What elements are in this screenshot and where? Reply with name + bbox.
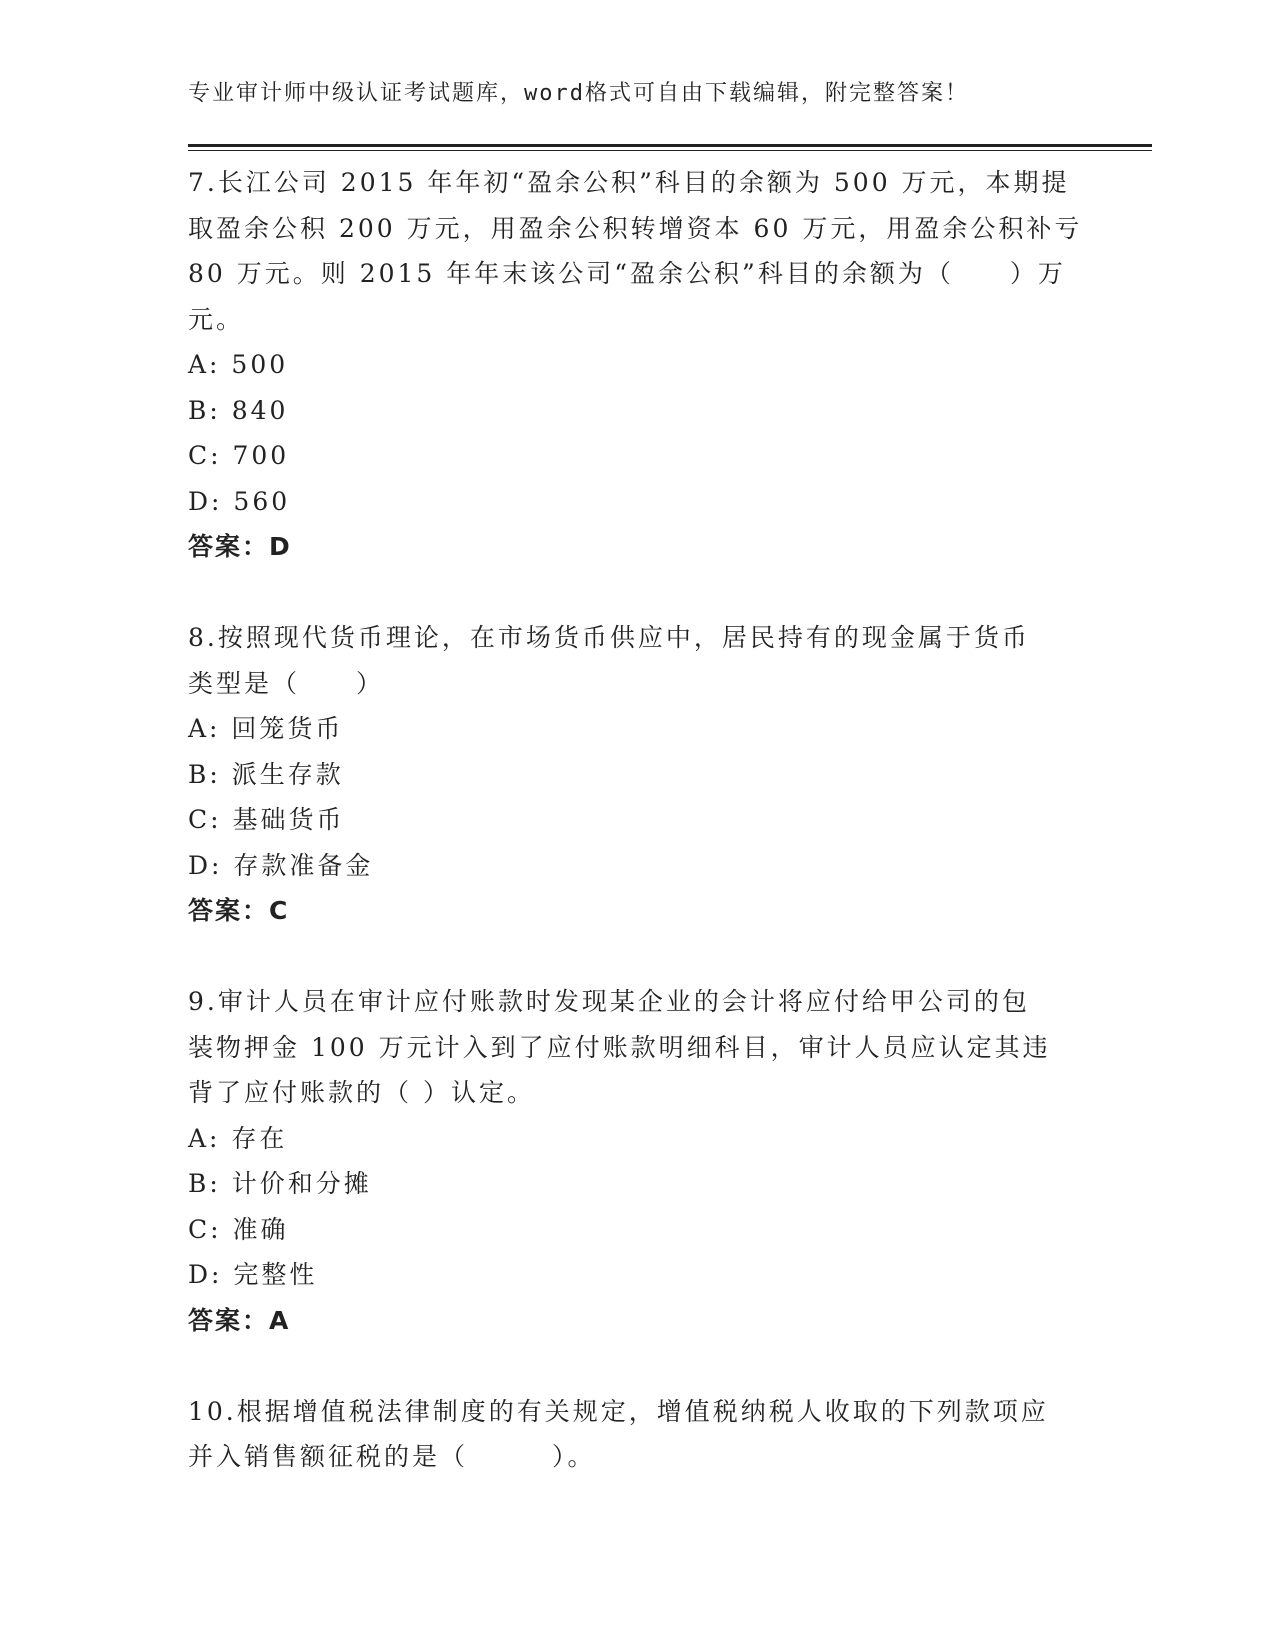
header-divider-thick: [188, 144, 1152, 147]
page-header: 专业审计师中级认证考试题库，word格式可自由下载编辑，附完整答案！: [188, 81, 969, 106]
question-text: 装物押金 100 万元计入到了应付账款明细科目，审计人员应认定其违: [188, 1032, 1051, 1062]
option-a: A: 存在: [188, 1123, 288, 1153]
option-b: B: 计价和分摊: [188, 1169, 372, 1198]
question-text: 背了应付账款的（ ）认定。: [188, 1078, 535, 1107]
option-c: C: 准确: [188, 1214, 289, 1244]
question-text: 取盈余公积 200 万元，用盈余公积转增资本 60 万元，用盈余公积补亏: [188, 213, 1083, 243]
answer: 答案：A: [188, 1305, 291, 1335]
option-c: C: 基础货币: [188, 805, 345, 834]
option-b: B: 派生存款: [188, 759, 344, 789]
question-text: 8.按照现代货币理论，在市场货币供应中，居民持有的现金属于货币: [188, 623, 1030, 652]
option-d: D: 560: [188, 486, 291, 516]
header-divider-thin: [188, 150, 1152, 151]
question-7: [188, 160, 1088, 570]
question-text: 10.根据增值税法律制度的有关规定，增值税纳税人收取的下列款项应: [188, 1396, 1049, 1426]
question-text: 9.审计人员在审计应付账款时发现某企业的会计将应付给甲公司的包: [188, 987, 1030, 1016]
option-c: C: 700: [188, 441, 290, 470]
option-d: D: 存款准备金: [188, 850, 374, 880]
option-d: D: 完整性: [188, 1260, 318, 1289]
question-text: 元。: [188, 304, 245, 334]
answer: 答案：D: [188, 532, 292, 561]
question-text: 80 万元。则 2015 年年末该公司“盈余公积”科目的余额为（ ）万: [188, 259, 1066, 288]
option-a: A: 500: [188, 350, 289, 379]
question-text: 类型是（ ）: [188, 668, 385, 698]
answer: 答案：C: [188, 896, 290, 925]
question-text: 并入销售额征税的是（ ）。: [188, 1442, 596, 1471]
option-b: B: 840: [188, 395, 289, 425]
question-10: [188, 1389, 1088, 1480]
question-9: [188, 979, 1088, 1343]
option-a: A: 回笼货币: [188, 714, 344, 743]
question-list: [188, 160, 1088, 1480]
question-text: 7.长江公司 2015 年年初“盈余公积”科目的余额为 500 万元，本期提: [188, 168, 1070, 197]
question-8: [188, 615, 1088, 934]
